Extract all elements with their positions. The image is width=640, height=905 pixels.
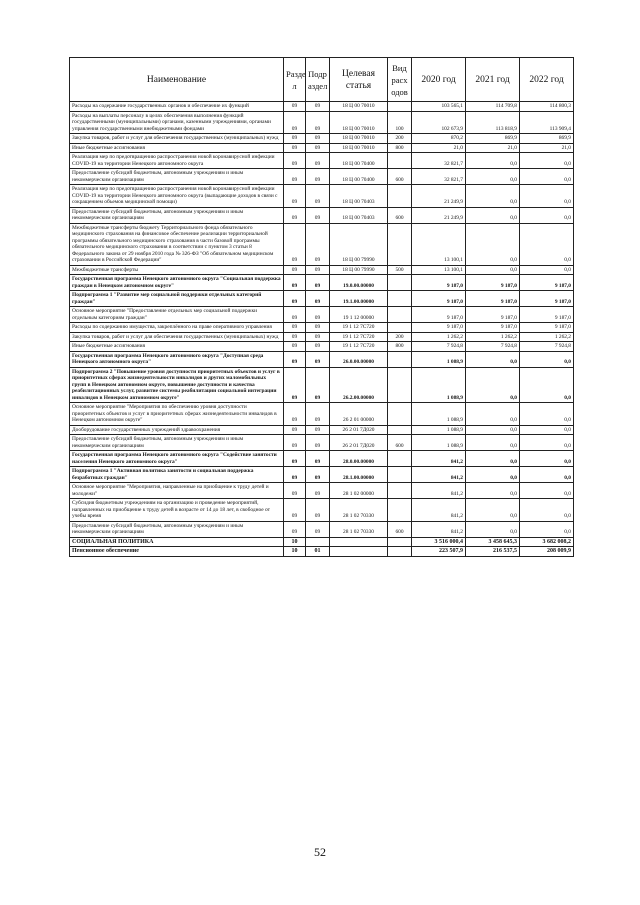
row-target-article: 18 Ц 00 70403: [330, 207, 388, 223]
row-target-article: 18 Ц 00 79990: [330, 223, 388, 265]
row-value-2021: 0,0: [466, 435, 520, 451]
row-razdel: 09: [284, 169, 306, 185]
row-value-2021: 0,0: [466, 367, 520, 403]
row-value-2021: 7 924,8: [466, 342, 520, 352]
row-name: Закупка товаров, работ и услуг для обеспечения государственных (муниципальных) нужд: [70, 332, 284, 342]
row-value-2020: 9 187,0: [412, 307, 466, 323]
row-expense-type: [388, 483, 412, 499]
header-year-2021: 2021 год: [466, 58, 520, 102]
row-value-2022: 9 187,0: [520, 291, 574, 307]
row-name: Иные бюджетные ассигнования: [70, 143, 284, 153]
row-podrazdel: 09: [306, 467, 330, 483]
row-podrazdel: 09: [306, 367, 330, 403]
row-name: Закупка товаров, работ и услуг для обеспечения государственных (муниципальных) нужд: [70, 134, 284, 144]
row-value-2022: 0,0: [520, 425, 574, 435]
row-expense-type: [388, 451, 412, 467]
row-value-2020: 9 187,0: [412, 323, 466, 333]
row-target-article: 19 1 12 7С720: [330, 323, 388, 333]
row-razdel: 10: [284, 537, 306, 547]
row-razdel: 09: [284, 307, 306, 323]
row-target-article: 18 Ц 00 70010: [330, 111, 388, 134]
row-name: Основное мероприятие "Мероприятия по обеспечению уровня доступности приоритетных объектов и услуг в приоритетных сферах жизнедеятельности инвалидов в Ненецком автономном округе": [70, 403, 284, 426]
row-value-2021: 0,0: [466, 467, 520, 483]
row-value-2022: 0,0: [520, 367, 574, 403]
row-expense-type: [388, 185, 412, 208]
row-value-2022: 0,0: [520, 403, 574, 426]
row-value-2021: 216 537,5: [466, 547, 520, 557]
row-value-2022: 113 909,4: [520, 111, 574, 134]
row-value-2020: 1 088,9: [412, 367, 466, 403]
budget-table: [69, 57, 574, 557]
row-razdel: 09: [284, 351, 306, 367]
row-expense-type: [388, 367, 412, 403]
row-value-2020: 13 100,1: [412, 223, 466, 265]
row-value-2022: 9 187,0: [520, 307, 574, 323]
header-target-article: Целевая статья: [330, 58, 388, 102]
row-name: Реализация мер по предотвращению распространения новой коронавирусной инфекции COVID-19 на территории Ненецкого автономного округа (выпадающие доходов в связи с сокращением объемов медицинской помощи): [70, 185, 284, 208]
row-razdel: 09: [284, 143, 306, 153]
page-number: 52: [314, 845, 326, 859]
row-value-2020: 870,2: [412, 134, 466, 144]
table-row: [70, 134, 574, 144]
header-year-2022: 2022 год: [520, 58, 574, 102]
row-podrazdel: 09: [306, 223, 330, 265]
row-value-2021: 9 187,0: [466, 323, 520, 333]
table-row: [70, 435, 574, 451]
row-value-2022: 0,0: [520, 483, 574, 499]
row-name: СОЦИАЛЬНАЯ ПОЛИТИКА: [70, 537, 284, 547]
row-razdel: 09: [284, 291, 306, 307]
row-value-2020: 102 673,9: [412, 111, 466, 134]
row-name: Основное мероприятие "Предоставление отдельных мер социальной поддержки отдельным категориям граждан": [70, 307, 284, 323]
row-expense-type: [388, 537, 412, 547]
row-expense-type: 100: [388, 111, 412, 134]
row-name: Предоставление субсидий бюджетным, автономным учреждениям и иным некоммерческим организациям: [70, 169, 284, 185]
row-target-article: 18 Ц 00 70400: [330, 169, 388, 185]
row-target-article: 19 1 12 7С720: [330, 342, 388, 352]
row-razdel: 09: [284, 265, 306, 275]
row-value-2020: 841,2: [412, 451, 466, 467]
row-target-article: 28.1.00.00000: [330, 467, 388, 483]
row-name: Дооборудование государственных учреждений здравоохранения: [70, 425, 284, 435]
row-razdel: 09: [284, 323, 306, 333]
table-row: [70, 332, 574, 342]
row-value-2021: 114 709,8: [466, 102, 520, 112]
row-value-2020: 21 249,9: [412, 185, 466, 208]
row-value-2021: 21,0: [466, 143, 520, 153]
row-expense-type: 200: [388, 332, 412, 342]
row-name: Пенсионное обеспечение: [70, 547, 284, 557]
row-name: Основное мероприятие "Мероприятия, направленные на приобщение к труду детей и молодежи": [70, 483, 284, 499]
row-podrazdel: 09: [306, 403, 330, 426]
row-razdel: 09: [284, 521, 306, 537]
row-value-2021: 9 187,0: [466, 307, 520, 323]
row-target-article: 18 Ц 00 70403: [330, 185, 388, 208]
row-target-article: 28 1 02 70330: [330, 499, 388, 522]
table-row: [70, 351, 574, 367]
row-value-2020: 32 821,7: [412, 169, 466, 185]
row-razdel: 09: [284, 403, 306, 426]
row-podrazdel: 09: [306, 323, 330, 333]
row-value-2021: 0,0: [466, 499, 520, 522]
row-expense-type: [388, 499, 412, 522]
row-podrazdel: 09: [306, 435, 330, 451]
row-name: Расходы на выплаты персоналу в целях обеспечения выполнения функций государственными (муниципальными) органами, казенными учреждениями, органами управления государственными внебюджетными фондами: [70, 111, 284, 134]
row-value-2020: 1 088,9: [412, 351, 466, 367]
row-expense-type: [388, 425, 412, 435]
row-podrazdel: 09: [306, 111, 330, 134]
row-razdel: 09: [284, 425, 306, 435]
row-name: Государственная программа Ненецкого автономного округа "Доступная среда Ненецкого автономного округа": [70, 351, 284, 367]
row-value-2021: 0,0: [466, 207, 520, 223]
row-podrazdel: 01: [306, 547, 330, 557]
row-expense-type: [388, 403, 412, 426]
row-podrazdel: 09: [306, 351, 330, 367]
row-razdel: 09: [284, 275, 306, 291]
table-row: [70, 425, 574, 435]
row-value-2021: 0,0: [466, 223, 520, 265]
row-name: Межбюджетные трансферты бюджету Территориального фонда обязательного медицинского страхования на финансовое обеспечение реализации территориальной программы обязательного медицинского страхования в части базовой программы обязательного медицинского страхования в соответствии с пунктом 3 статьи 8 Федерального закона от 29 ноября 2010 года № 326-ФЗ "Об обязательном медицинском страховании в Российской Федерации": [70, 223, 284, 265]
row-razdel: 09: [284, 134, 306, 144]
row-value-2022: 0,0: [520, 521, 574, 537]
row-name: Субсидия бюджетным учреждениям на организацию и проведение мероприятий, направленных на приобщение к труду детей в возрасте от 14 до 18 лет, в свободное от учебы время: [70, 499, 284, 522]
row-razdel: 09: [284, 367, 306, 403]
row-podrazdel: 09: [306, 499, 330, 522]
row-podrazdel: 09: [306, 275, 330, 291]
row-podrazdel: 09: [306, 143, 330, 153]
table-row: [70, 111, 574, 134]
row-value-2022: 0,0: [520, 223, 574, 265]
table-row: [70, 102, 574, 112]
row-value-2022: 0,0: [520, 435, 574, 451]
row-podrazdel: 09: [306, 102, 330, 112]
row-value-2022: 0,0: [520, 467, 574, 483]
table-row: [70, 291, 574, 307]
row-target-article: 26.2.00.00000: [330, 367, 388, 403]
header-podrazdel: Подр аздел: [306, 58, 330, 102]
row-value-2020: 1 088,9: [412, 425, 466, 435]
row-value-2021: 0,0: [466, 185, 520, 208]
row-expense-type: [388, 153, 412, 169]
row-value-2020: 9 187,0: [412, 291, 466, 307]
row-value-2021: 0,0: [466, 351, 520, 367]
row-value-2021: 0,0: [466, 169, 520, 185]
row-expense-type: [388, 547, 412, 557]
row-razdel: 09: [284, 483, 306, 499]
row-value-2021: 869,9: [466, 134, 520, 144]
row-razdel: 09: [284, 207, 306, 223]
row-value-2022: 0,0: [520, 153, 574, 169]
row-expense-type: [388, 307, 412, 323]
row-value-2020: 1 088,9: [412, 435, 466, 451]
row-value-2021: 113 818,9: [466, 111, 520, 134]
row-target-article: 19.1.00.00000: [330, 291, 388, 307]
row-value-2020: 841,2: [412, 499, 466, 522]
table-row: [70, 143, 574, 153]
row-value-2022: 0,0: [520, 265, 574, 275]
row-razdel: 09: [284, 102, 306, 112]
row-expense-type: 800: [388, 143, 412, 153]
row-expense-type: [388, 323, 412, 333]
row-target-article: [330, 547, 388, 557]
row-podrazdel: 09: [306, 134, 330, 144]
table-row: [70, 275, 574, 291]
row-value-2022: 0,0: [520, 207, 574, 223]
row-value-2020: 103 565,1: [412, 102, 466, 112]
row-value-2020: 841,2: [412, 521, 466, 537]
row-value-2021: 9 187,0: [466, 275, 520, 291]
row-value-2021: 0,0: [466, 521, 520, 537]
row-razdel: 09: [284, 111, 306, 134]
row-value-2021: 0,0: [466, 403, 520, 426]
header-razdel: Разде л: [284, 58, 306, 102]
row-name: Реализация мер по предотвращению распространения новой коронавирусной инфекции COVID-19 на территории Ненецкого автономного округа: [70, 153, 284, 169]
row-value-2021: 0,0: [466, 265, 520, 275]
row-value-2020: 7 924,8: [412, 342, 466, 352]
row-value-2022: 0,0: [520, 169, 574, 185]
table-row: [70, 451, 574, 467]
row-value-2022: 3 682 008,2: [520, 537, 574, 547]
table-header-row: [70, 58, 574, 102]
table-row: [70, 367, 574, 403]
table-row: [70, 521, 574, 537]
row-value-2022: 869,9: [520, 134, 574, 144]
row-target-article: 26 2 01 00000: [330, 403, 388, 426]
table-row: [70, 223, 574, 265]
table-row: [70, 547, 574, 557]
row-name: Подпрограмма 1 "Активная политика занятости и социальная поддержка безработных граждан": [70, 467, 284, 483]
row-name: Государственная программа Ненецкого автономного округа "Содействие занятости населения Ненецкого автономного округа": [70, 451, 284, 467]
table-row: [70, 153, 574, 169]
table-row: [70, 499, 574, 522]
row-podrazdel: 09: [306, 307, 330, 323]
row-razdel: 10: [284, 547, 306, 557]
table-body: [70, 102, 574, 557]
row-value-2020: 21 249,9: [412, 207, 466, 223]
row-expense-type: [388, 291, 412, 307]
row-razdel: 09: [284, 153, 306, 169]
row-target-article: 28 1 02 70330: [330, 521, 388, 537]
row-target-article: 26 2 01 7Д020: [330, 435, 388, 451]
row-podrazdel: 09: [306, 169, 330, 185]
row-target-article: 19 1 12 00000: [330, 307, 388, 323]
row-name: Иные бюджетные ассигнования: [70, 342, 284, 352]
row-razdel: 09: [284, 451, 306, 467]
row-razdel: 09: [284, 467, 306, 483]
row-name: Предоставление субсидий бюджетным, автономным учреждениям и иным некоммерческим организациям: [70, 207, 284, 223]
row-value-2021: 0,0: [466, 451, 520, 467]
row-value-2020: 841,2: [412, 483, 466, 499]
row-name: Государственная программа Ненецкого автономного округа "Социальная поддержка граждан в Ненецком автономном округе": [70, 275, 284, 291]
row-podrazdel: 09: [306, 483, 330, 499]
row-value-2020: 1 262,2: [412, 332, 466, 342]
table-row: [70, 342, 574, 352]
row-value-2021: 0,0: [466, 483, 520, 499]
row-expense-type: [388, 102, 412, 112]
row-value-2022: 9 187,0: [520, 323, 574, 333]
row-podrazdel: 09: [306, 265, 330, 275]
row-podrazdel: [306, 537, 330, 547]
row-name: Подпрограмма 1 "Развитие мер социальной поддержки отдельных категорий граждан": [70, 291, 284, 307]
row-value-2021: 0,0: [466, 153, 520, 169]
row-target-article: 18 Ц 00 70010: [330, 102, 388, 112]
row-value-2022: 0,0: [520, 499, 574, 522]
row-value-2022: 9 187,0: [520, 275, 574, 291]
row-value-2020: 223 507,9: [412, 547, 466, 557]
budget-page: [69, 57, 573, 557]
row-value-2020: 841,2: [412, 467, 466, 483]
table-row: [70, 207, 574, 223]
row-value-2022: 1 262,2: [520, 332, 574, 342]
row-value-2020: 32 821,7: [412, 153, 466, 169]
row-value-2022: 7 924,8: [520, 342, 574, 352]
row-razdel: 09: [284, 342, 306, 352]
header-year-2020: 2020 год: [412, 58, 466, 102]
row-value-2020: 13 100,1: [412, 265, 466, 275]
row-name: Предоставление субсидий бюджетным, автономным учреждениям и иным некоммерческим организациям: [70, 521, 284, 537]
row-value-2021: 0,0: [466, 425, 520, 435]
row-value-2022: 0,0: [520, 351, 574, 367]
row-podrazdel: 09: [306, 185, 330, 208]
row-value-2021: 1 262,2: [466, 332, 520, 342]
table-row: [70, 403, 574, 426]
row-target-article: 26.0.00.00000: [330, 351, 388, 367]
table-row: [70, 169, 574, 185]
row-value-2022: 114 800,3: [520, 102, 574, 112]
row-expense-type: 200: [388, 134, 412, 144]
row-value-2022: 21,0: [520, 143, 574, 153]
row-target-article: 26 2 01 7Д020: [330, 425, 388, 435]
row-podrazdel: 09: [306, 291, 330, 307]
row-podrazdel: 09: [306, 207, 330, 223]
row-target-article: 28.0.00.00000: [330, 451, 388, 467]
table-row: [70, 307, 574, 323]
row-expense-type: 600: [388, 521, 412, 537]
row-podrazdel: 09: [306, 153, 330, 169]
row-expense-type: 600: [388, 435, 412, 451]
row-target-article: 28 1 02 00000: [330, 483, 388, 499]
table-row: [70, 265, 574, 275]
header-expense-type: Вид расх одов: [388, 58, 412, 102]
row-expense-type: [388, 467, 412, 483]
row-name: Межбюджетные трансферты: [70, 265, 284, 275]
row-name: Расходы на содержание государственных органов и обеспечение их функций: [70, 102, 284, 112]
row-expense-type: 600: [388, 207, 412, 223]
row-razdel: 09: [284, 435, 306, 451]
row-expense-type: [388, 223, 412, 265]
row-value-2021: 9 187,0: [466, 291, 520, 307]
row-value-2020: 21,0: [412, 143, 466, 153]
row-expense-type: [388, 351, 412, 367]
row-name: Предоставление субсидий бюджетным, автономным учреждениям и иным некоммерческим организациям: [70, 435, 284, 451]
header-name: Наименование: [70, 58, 284, 102]
row-value-2022: 208 009,9: [520, 547, 574, 557]
row-target-article: [330, 537, 388, 547]
row-expense-type: 500: [388, 265, 412, 275]
row-razdel: 09: [284, 223, 306, 265]
row-target-article: 19.0.00.00000: [330, 275, 388, 291]
table-row: [70, 185, 574, 208]
row-value-2021: 3 458 645,3: [466, 537, 520, 547]
table-row: [70, 467, 574, 483]
row-target-article: 18 Ц 00 70010: [330, 143, 388, 153]
row-value-2020: 3 516 000,4: [412, 537, 466, 547]
row-value-2022: 0,0: [520, 451, 574, 467]
row-razdel: 09: [284, 185, 306, 208]
row-expense-type: 600: [388, 169, 412, 185]
row-expense-type: 800: [388, 342, 412, 352]
row-podrazdel: 09: [306, 332, 330, 342]
row-name: Подпрограмма 2 "Повышение уровня доступности приоритетных объектов и услуг в приоритетных сферах жизнедеятельности инвалидов и других маломобильных групп в Ненецком автономном округе, повышение доступности и качества реабилитационных услуг, развитие системы реабилитации социальной интеграции инвалидов в Ненецком автономном округе": [70, 367, 284, 403]
row-target-article: 18 Ц 00 70010: [330, 134, 388, 144]
row-podrazdel: 09: [306, 451, 330, 467]
row-podrazdel: 09: [306, 425, 330, 435]
table-row: [70, 483, 574, 499]
row-value-2022: 0,0: [520, 185, 574, 208]
row-value-2020: 9 187,0: [412, 275, 466, 291]
row-razdel: 09: [284, 499, 306, 522]
row-target-article: 19 1 12 7С720: [330, 332, 388, 342]
row-name: Расходы по содержанию имущества, закреплённого на праве оперативного управления: [70, 323, 284, 333]
row-razdel: 09: [284, 332, 306, 342]
row-podrazdel: 09: [306, 521, 330, 537]
table-row: [70, 323, 574, 333]
row-target-article: 18 Ц 00 70400: [330, 153, 388, 169]
row-podrazdel: 09: [306, 342, 330, 352]
row-expense-type: [388, 275, 412, 291]
row-value-2020: 1 088,9: [412, 403, 466, 426]
row-target-article: 18 Ц 00 79990: [330, 265, 388, 275]
table-row: [70, 537, 574, 547]
